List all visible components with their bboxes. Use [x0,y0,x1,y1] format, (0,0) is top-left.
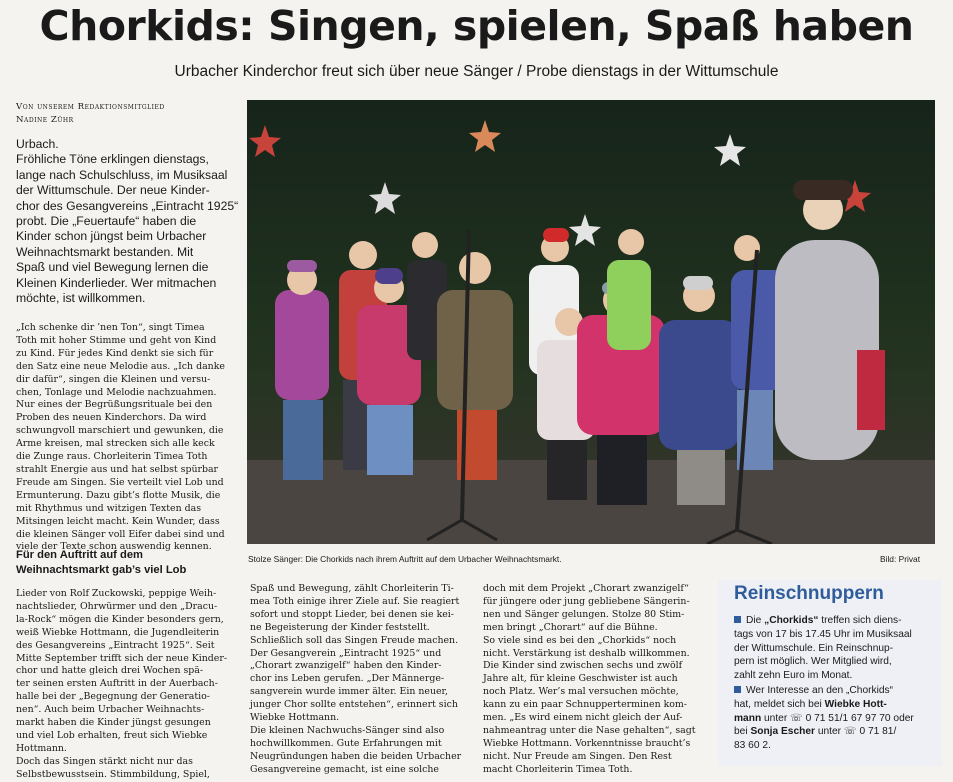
body-line: Neugründungen haben die beiden Urbacher [250,750,462,762]
body-line: die Zunge raus. Chorleiterin Timea Toth [16,451,208,463]
info-text: Die [746,615,765,626]
bullet-square-icon [734,686,741,693]
body-line: den Satz eine neue Melodie aus. „Ich danke [16,360,225,372]
subhead-line: Für den Auftritt auf dem [16,549,143,561]
info-block-meeting [734,614,942,683]
body-line: Gesangvereine gemacht, ist eine solche [250,763,439,775]
info-text: hat, meldet sich bei [734,698,825,710]
info-text: der Wittumschule. Ein Reinschnup- [734,642,894,654]
body-line: Lieder von Rolf Zuckowski, peppige Weih- [16,588,217,599]
body-line: hochwillkommen. Gute Erfahrungen mit [250,737,442,749]
body-line: viele der Texte schon auswendig kennen. [16,541,212,553]
body-line: chen, Tonlage und Melodie nachzuahmen. [16,386,217,398]
body-line: schwungvoll marschiert und gewunken, die [16,425,224,437]
lead-line: Kinder schon jüngst beim Urbacher [16,229,207,244]
lead-line: Spaß und viel Bewegung lernen die [16,260,209,275]
body-line: Schließlich soll das Singen Freude machen. [250,634,459,646]
lead-paragraph [16,137,243,306]
photo-credit: Bild: Privat [880,554,921,564]
info-box [718,580,942,766]
byline-line: Von unserem Redaktionsmitglied [16,102,165,112]
info-text: zahlt zehn Euro im Monat. [734,670,853,682]
info-highlight: „Chorkids“ [764,615,819,626]
body-line: Doch das Singen stärkt nicht nur das [16,755,193,767]
body-intro [16,322,243,554]
body-line: Freude am Singen. Sie verteilt viel Lob und [16,476,224,488]
lead-line: Fröhliche Töne erklingen dienstags, [16,152,209,167]
body-line: markt haben die Kinder jüngst gesungen [16,717,211,729]
body-line: Mitsingen leicht macht. Kein Wunder, dass [16,515,220,527]
body-line: men. „Es wird einem nicht gleich der Auf- [483,712,683,724]
article-photo [247,100,935,544]
byline-author: Nadine Zühr [16,115,74,125]
contact-name: Wiebke Hott- [824,698,887,710]
body-line: Ermunterung. Dazu gibt’s flotte Musik, die [16,489,221,501]
body-line: So viele sind es bei den „Chorkids“ noch [483,634,677,646]
body-line: für jüngere oder jung gebliebene Sängerin- [483,595,690,607]
body-line: ter seinen ersten Auftritt in der Auerbach- [16,678,218,690]
body-line: la-Rock“ mögen die Kinder besonders gern, [16,613,224,625]
body-line: dir dafür“, singen die Kleinen und versu- [16,373,211,385]
body-line: Wiebke Hottmann. [250,712,340,724]
body-line: kann zu ein paar Schnupperterminen kom- [483,699,687,711]
info-box-title: Reinschnuppern [734,583,884,604]
phone-number: 83 60 2. [734,740,771,752]
body-line: chor und hatte gleich drei Wochen spä- [16,665,204,677]
lead-line: möchte, ist willkommen. [16,291,146,306]
body-line: nachtslieder, Ohrwürmer und den „Dracu- [16,600,218,612]
body-line: macht Chorleiterin Timea Toth. [483,763,633,775]
body-line: Wiebke Hottmann. Vorkenntnisse braucht’s [483,737,691,749]
body-line: „Ich schenke dir ’nen Ton“, singt Timea [16,322,205,333]
body-line: Selbstbewusstsein. Stimmbildung, Spiel, [16,768,210,780]
body-column-b [250,583,475,777]
body-line: men bringt „Chorart“ auf die Bühne. [483,621,658,633]
body-line: und viel Lob erhalten, freut sich Wiebke [16,729,208,741]
body-line: Toth mit hoher Stimme und geht von Kind [16,334,217,346]
lead-line: probt. Die „Feuertaufe“ haben die [16,214,197,229]
body-line: die kleinen Sänger voll Eifer dabei sind und [16,528,225,540]
body-line: mea Toth einige ihrer Ziele auf. Sie reagiert [250,595,460,607]
info-block-contact [734,684,942,753]
headline: Chorkids: Singen, spielen, Spaß haben [39,2,914,50]
body-line: Der Gesangverein „Eintracht 1925“ und [250,647,442,659]
phone-number: unter ☏ 0 71 81/ [815,726,897,738]
photo-caption: Stolze Sänger: Die Chorkids nach ihrem Auftritt auf dem Urbacher Weihnachtsmarkt. [248,554,562,564]
body-line: nahmeantrag unter die Nase gehalten“, sagt [483,724,696,736]
contact-name: Sonja Escher [750,726,815,738]
section-subhead [16,548,243,578]
body-line: nicht. Verstärkung ist deshalb willkommen. [483,647,690,659]
lead-line: Kleinen Kinderlieder. Wer mitmachen [16,275,217,290]
body-line: nen“. Auch beim Urbacher Weihnachts- [16,704,205,716]
bullet-square-icon [734,616,741,623]
subheadline: Urbacher Kinderchor freut sich über neue Sänger / Probe dienstags in der Wittumschule [174,63,779,80]
choir-photo-illustration [247,100,935,544]
body-column-c [483,583,711,777]
info-text: pern ist möglich. Wer Mitglied wird, [734,656,892,668]
body-line: junger Chor sollte entstehen“, erinnert sich [250,699,458,711]
byline [16,101,241,127]
info-text: Wer Interesse an den „Chorkids“ [746,685,894,696]
body-line: mit Rhythmus und witzigen Texten das [16,502,201,514]
body-line: des Gesangvereins „Eintracht 1925“. Seit [16,639,215,651]
info-text: tags von 17 bis 17.45 Uhr im Musiksaal [734,628,912,640]
lead-line: lange nach Schulschluss, im Musiksaal [16,167,228,182]
body-line: chor ins Leben gerufen. „Der Männerge- [250,673,445,685]
body-line: weiß Wiebke Hottmann, die Jugendleiterin [16,626,220,638]
body-line: sangverein wurde immer älter. Ein neuer, [250,686,448,698]
body-line: Jahre alt, für kleine Geschwister ist auch [483,673,678,685]
body-line: halle bei der „Begegnung der Generatio- [16,691,210,703]
body-line: strahlt Energie aus und hat selbst spürbar [16,463,219,475]
body-line: Arme kreisen, mal strecken sich alle keck [16,438,215,450]
lead-line: chor des Gesangvereins „Eintracht 1925“ [16,198,239,213]
body-line: „Chorart zwanzigelf“ haben den Kinder- [250,660,442,672]
contact-name: mann [734,712,762,724]
body-line: sofort und stoppt Lieder, bei denen sie kei- [250,608,454,620]
body-line: nen und Sänger gelungen. Stolze 80 Stim- [483,608,685,620]
body-column-a [16,588,243,782]
body-line: Mitte September trifft sich der neue Kinder- [16,652,227,664]
body-line: ne Begeisterung der Kinder feststellt. [250,621,430,633]
body-line: zu Kind. Für jedes Kind denkt sie sich für [16,347,214,359]
body-line: nicht. Nur Freude am Singen. Den Rest [483,750,672,762]
body-line: Die kleinen Nachwuchs-Sänger sind also [250,724,445,736]
body-line: Hottmann. [16,742,67,754]
body-line: noch Platz. Wer’s mal versuchen möchte, [483,686,679,698]
info-text: treffen sich diens- [818,615,902,626]
lead-line: der Wittumschule. Der neue Kinder- [16,183,210,198]
body-line: Proben des neuen Kinderchors. Da wird [16,412,207,424]
lead-line: Urbach. [16,137,59,151]
body-line: Spaß und Bewegung, zählt Chorleiterin Ti- [250,583,454,594]
body-line: Nur eines der Begrüßungsrituale bei den [16,399,213,411]
phone-number: unter ☏ 0 71 51/1 67 97 70 oder [761,712,914,724]
body-line: doch mit dem Projekt „Chorart zwanzigelf“ [483,583,689,594]
lead-line: Weihnachtsmarkt bestanden. Mit [16,244,194,259]
info-text: bei [734,726,751,738]
subhead-line: Weihnachtsmarkt gab’s viel Lob [16,564,187,576]
body-line: Die Kinder sind zwischen sechs und zwölf [483,660,683,672]
